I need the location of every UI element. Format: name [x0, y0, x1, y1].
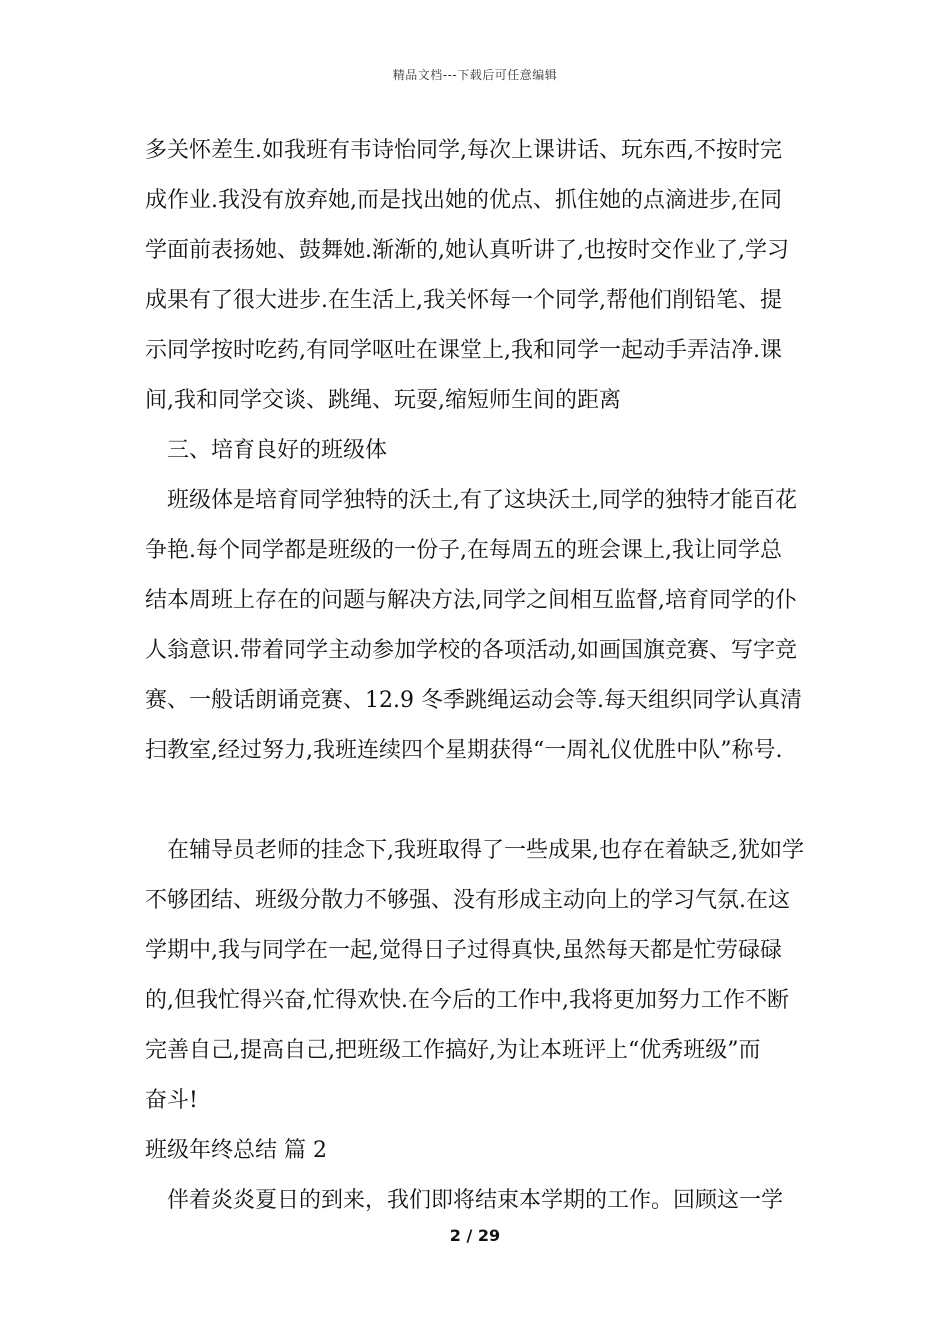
- paragraph-line: 完善自己,提高自己,把班级工作搞好,为让本班评上“优秀班级”而: [145, 1038, 761, 1063]
- page-number: 2 / 29: [449, 1226, 501, 1245]
- page-header: 精品文档---下载后可任意编辑: [392, 68, 558, 82]
- paragraph-line: 扫教室,经过努力,我班连续四个星期获得“一周礼仪优胜中队”称号.: [145, 738, 783, 763]
- paragraph-line: 在辅导员老师的挂念下,我班取得了一些成果,也存在着缺乏,犹如学: [167, 838, 804, 863]
- paragraph-line: 间,我和同学交谈、跳绳、玩耍,缩短师生间的距离: [145, 388, 621, 413]
- paragraph-line: 结本周班上存在的问题与解决方法,同学之间相互监督,培育同学的仆: [145, 588, 797, 613]
- section-heading: 三、培育良好的班级体: [167, 438, 388, 463]
- article-title: 班级年终总结 篇 2: [145, 1138, 327, 1163]
- paragraph-care-students: [145, 126, 810, 426]
- paragraph-line: 奋斗!: [145, 1088, 198, 1113]
- paragraph-line: 班级体是培育同学独特的沃土,有了这块沃土,同学的独特才能百花: [167, 488, 797, 513]
- paragraph-line: 学期中,我与同学在一起,觉得日子过得真快,虽然每天都是忙劳碌碌: [145, 938, 782, 963]
- paragraph-line: 伴着炎炎夏日的到来，我们即将结束本学期的工作。回顾这一学: [167, 1188, 784, 1213]
- document-body: [145, 126, 810, 1226]
- blank-line: [145, 776, 810, 826]
- paragraph-class-collective: [145, 476, 810, 776]
- paragraph-line: 多关怀差生.如我班有韦诗怡同学,每次上课讲话、玩东西,不按时完: [145, 138, 782, 163]
- paragraph-line: 赛、一般话朗诵竞赛、12.9 冬季跳绳运动会等.每天组织同学认真清: [145, 688, 802, 713]
- paragraph-line: 成果有了很大进步.在生活上,我关怀每一个同学,帮他们削铅笔、提: [145, 288, 782, 313]
- paragraph-line: 成作业.我没有放弃她,而是找出她的优点、抓住她的点滴进步,在同: [145, 188, 782, 213]
- paragraph-conclusion: [145, 826, 810, 1126]
- paragraph-line: 学面前表扬她、鼓舞她.渐渐的,她认真听讲了,也按时交作业了,学习: [145, 238, 789, 263]
- paragraph-line: 不够团结、班级分散力不够强、没有形成主动向上的学习气氛.在这: [145, 888, 790, 913]
- paragraph-line: 争艳.每个同学都是班级的一份子,在每周五的班会课上,我让同学总: [145, 538, 782, 563]
- paragraph-line: 示同学按时吃药,有同学呕吐在课堂上,我和同学一起动手弄洁净.课: [145, 338, 782, 363]
- paragraph-line: 的,但我忙得兴奋,忙得欢快.在今后的工作中,我将更加努力工作不断: [145, 988, 789, 1013]
- paragraph-line: 人翁意识.带着同学主动参加学校的各项活动,如画国旗竞赛、写字竞: [145, 638, 797, 663]
